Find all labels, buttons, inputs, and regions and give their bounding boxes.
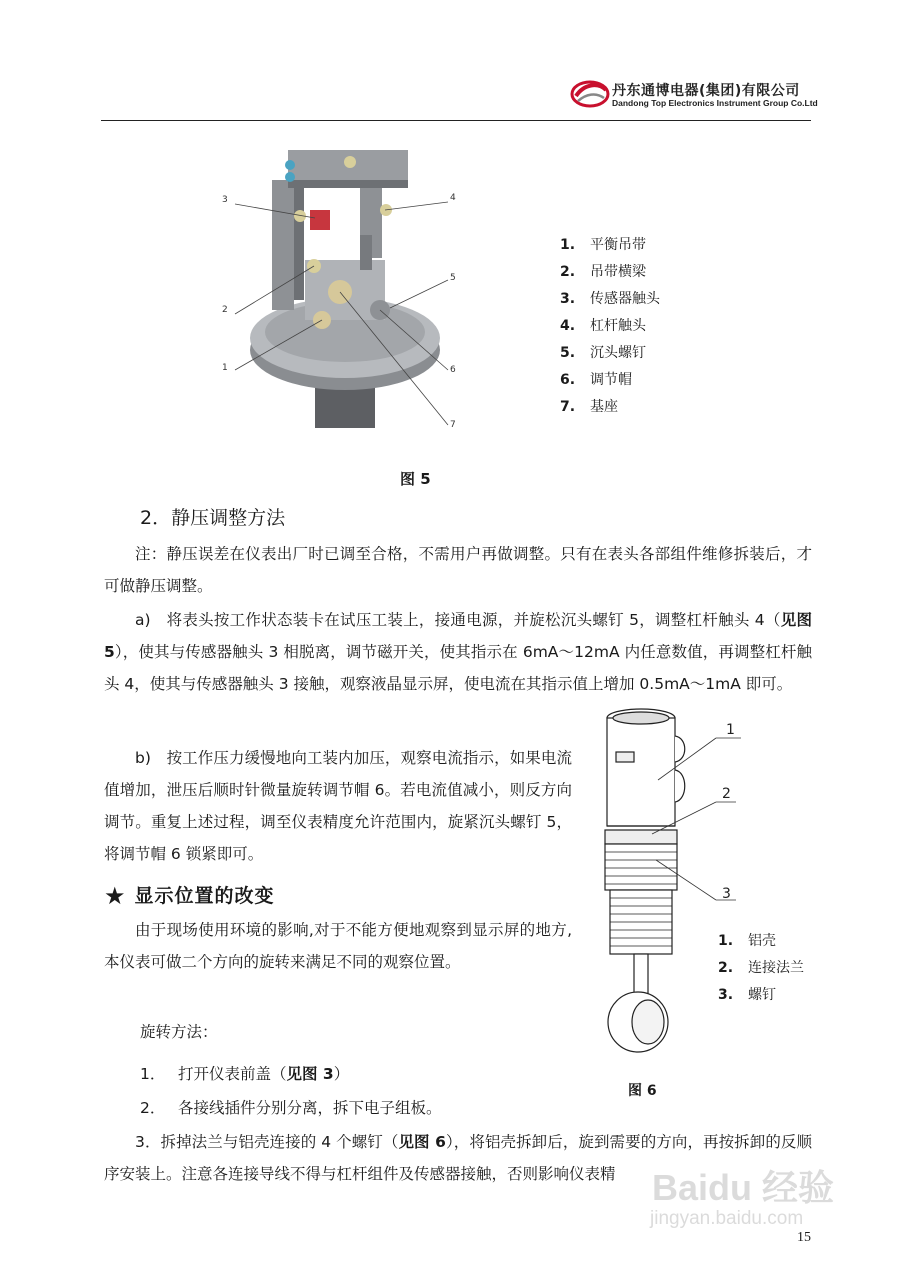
step-a-text: a) 将表头按工作状态装卡在试压工装上，接通电源，并旋松沉头螺钉 5，调整杠杆触头 4（ [135,611,781,629]
step-a-paragraph [104,604,812,700]
fig6-callout-1: 1 [726,722,735,738]
legend-label: 调节帽 [590,372,632,388]
step-number: 1． [140,1065,166,1083]
heading-text: 显示位置的改变 [134,885,275,907]
step-text: 打开仪表前盖（ [178,1065,287,1083]
company-name-en: Dandong Top Electronics Instrument Group Co.Ltd [612,98,818,108]
legend-item [560,232,660,259]
star-icon: ★ [104,882,127,910]
figure-reference: 见图 5 [104,611,812,661]
fig5-callout-1: 1 [222,363,228,373]
baidu-watermark [640,1150,870,1250]
fig6-callout-2: 2 [722,786,731,802]
method-label: 旋转方法： [140,1023,218,1041]
figure5-caption: 图 5 [400,470,431,488]
figure6-legend [718,928,804,1009]
fig5-callout-6: 6 [450,365,456,375]
legend-item [718,928,804,955]
fig6-callout-3: 3 [722,886,731,902]
logo-swirl-icon [570,74,610,114]
legend-num: 3. [560,291,576,307]
step-text-cont: ） [333,1065,350,1083]
figure-reference: 见图 6 [398,1133,446,1151]
legend-num: 5. [560,345,576,361]
legend-item [560,340,660,367]
step-text-cont: ），将铝壳拆卸后，旋到需要的方向，再按拆卸的反顺序安装上。注意各连接导线不得与杠杆组件及传感器接触，否则影响仪表精 [104,1133,812,1183]
fig5-callout-4: 4 [450,193,456,203]
legend-label: 基座 [590,399,618,415]
legend-label: 传感器触头 [590,291,660,307]
step-b-paragraph: b) 按工作压力缓慢地向工装内加压，观察电流指示，如果电流值增加，泄压后顺时针微量旋转调节帽 6。若电流值减小，则反方向调节。重复上述过程，调至仪表精度允许范围内，旋紧沉头螺钉 5，将调节帽 6 锁紧即可。 [104,749,572,863]
intro-paragraph: 由于现场使用环境的影响,对于不能方便地观察到显示屏的地方,本仪表可做二个方向的旋转来满足不同的观察位置。 [104,921,572,971]
legend-item [560,259,660,286]
fig5-callout-5: 5 [450,273,456,283]
section-heading-static-pressure: 2．静压调整方法 [140,507,286,529]
watermark-line2: jingyan.baidu.com [650,1208,804,1229]
legend-num: 1. [718,933,734,949]
header-rule [101,120,811,121]
legend-item [560,394,660,421]
step-a-text-cont: ），使其与传感器触头 3 相脱离，调节磁开关，使其指示在 6mA～12mA 内任意数值，再调整杠杆触头 4，使其与传感器触头 3 接触，观察液晶显示屏，使电流在其指示值上增加 0.5mA～1mA 即可。 [104,643,812,693]
company-logo [570,74,818,114]
watermark-line1: Baidu 经验 [652,1167,835,1208]
legend-num: 3. [718,987,734,1003]
legend-label: 连接法兰 [748,960,804,976]
legend-num: 4. [560,318,576,334]
step-text: 各接线插件分别分离，拆下电子组板。 [178,1099,442,1117]
figure6-illustration [596,700,786,1070]
note-paragraph: 注：静压误差在仪表出厂时已调至合格，不需用户再做调整。只有在表头各部组件维修拆装后，才可做静压调整。 [104,545,812,595]
legend-item [718,982,804,1009]
fig5-callout-2: 2 [222,305,228,315]
legend-label: 吊带横梁 [590,264,646,280]
rotation-step-2 [104,1092,442,1124]
legend-item [560,286,660,313]
page-number: 15 [797,1230,811,1245]
legend-num: 1. [560,237,576,253]
legend-num: 7. [560,399,576,415]
section-heading-display-position [104,880,275,908]
legend-num: 2. [560,264,576,280]
company-name-cn: 丹东通博电器(集团)有限公司 [612,83,800,99]
legend-label: 杠杆触头 [590,318,646,334]
step-text: 拆掉法兰与铝壳连接的 4 个螺钉（ [160,1133,399,1151]
step-number: 3． [135,1133,161,1151]
legend-item [718,955,804,982]
figure5-legend [560,232,660,421]
legend-label: 螺钉 [748,987,776,1003]
legend-label: 沉头螺钉 [590,345,646,361]
figure-reference: 见图 3 [286,1065,334,1083]
fig5-callout-7: 7 [450,420,456,430]
rotation-step-1 [104,1058,349,1090]
legend-item [560,313,660,340]
fig5-callout-3: 3 [222,195,228,205]
legend-label: 平衡吊带 [590,237,646,253]
legend-label: 铝壳 [748,933,776,949]
figure6-caption: 图 6 [628,1083,657,1099]
legend-num: 2. [718,960,734,976]
legend-item [560,367,660,394]
figure5-illustration [210,140,470,440]
step-number: 2． [140,1099,166,1117]
legend-num: 6. [560,372,576,388]
